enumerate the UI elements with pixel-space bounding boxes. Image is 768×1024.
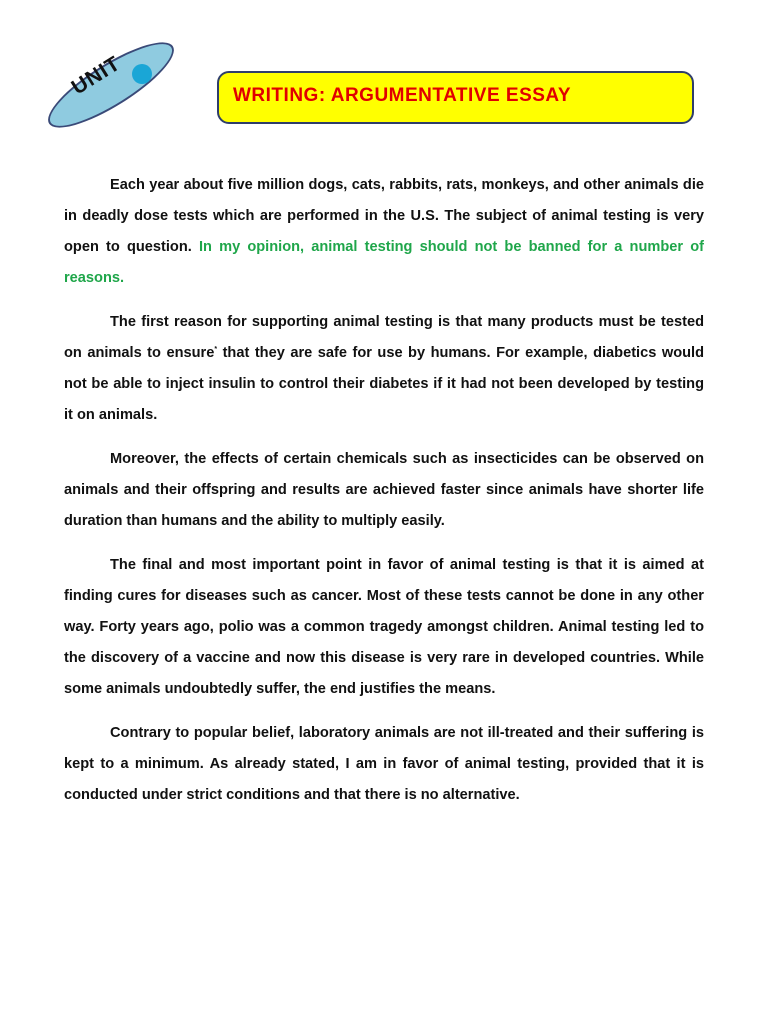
paragraph-2 bbox=[64, 307, 704, 431]
paragraph-2-before: The first reason for supporting animal testing is that many products must be tested on animals to ensure bbox=[64, 314, 704, 361]
thesis-statement: In my opinion, animal testing should not be banned for a number of reasons. bbox=[64, 239, 704, 286]
paragraph-1 bbox=[64, 170, 704, 294]
footnote-marker: * bbox=[214, 346, 218, 354]
unit-badge bbox=[38, 29, 184, 142]
unit-number-dot-icon bbox=[132, 64, 152, 84]
title-banner bbox=[217, 71, 694, 124]
paragraph-4: The final and most important point in favor of animal testing is that it is aimed at finding cures for diseases such as cancer. Most of these tests cannot be done in any other way. Forty years ago, polio was a common tragedy amongst children. Animal testing led to the discovery of a vaccine and now this disease is very rare in developed countries. While some animals undoubtedly suffer, the end justifies the means. bbox=[64, 557, 704, 697]
essay-body bbox=[64, 170, 704, 824]
paragraph-2-after: that they are safe for use by humans. For example, diabetics would not be able to inject insulin to control their diabetes if it had not been developed by testing it on animals. bbox=[64, 345, 704, 423]
paragraph-1-text: Each year about five million dogs, cats, rabbits, rats, monkeys, and other animals die in deadly dose tests which are performed in the U.S. The subject of animal testing is very open to question. bbox=[64, 177, 704, 255]
page-title: WRITING: ARGUMENTATIVE ESSAY bbox=[233, 85, 572, 106]
paragraph-5: Contrary to popular belief, laboratory animals are not ill-treated and their suffering is kept to a minimum. As already stated, I am in favor of animal testing, provided that it is conducted under strict conditions and that there is no alternative. bbox=[64, 725, 704, 803]
unit-label: UNIT bbox=[67, 51, 125, 100]
paragraph-3: Moreover, the effects of certain chemicals such as insecticides can be observed on animals and their offspring and results are achieved faster since animals have shorter life duration than humans and the ability to multiply easily. bbox=[64, 451, 704, 529]
